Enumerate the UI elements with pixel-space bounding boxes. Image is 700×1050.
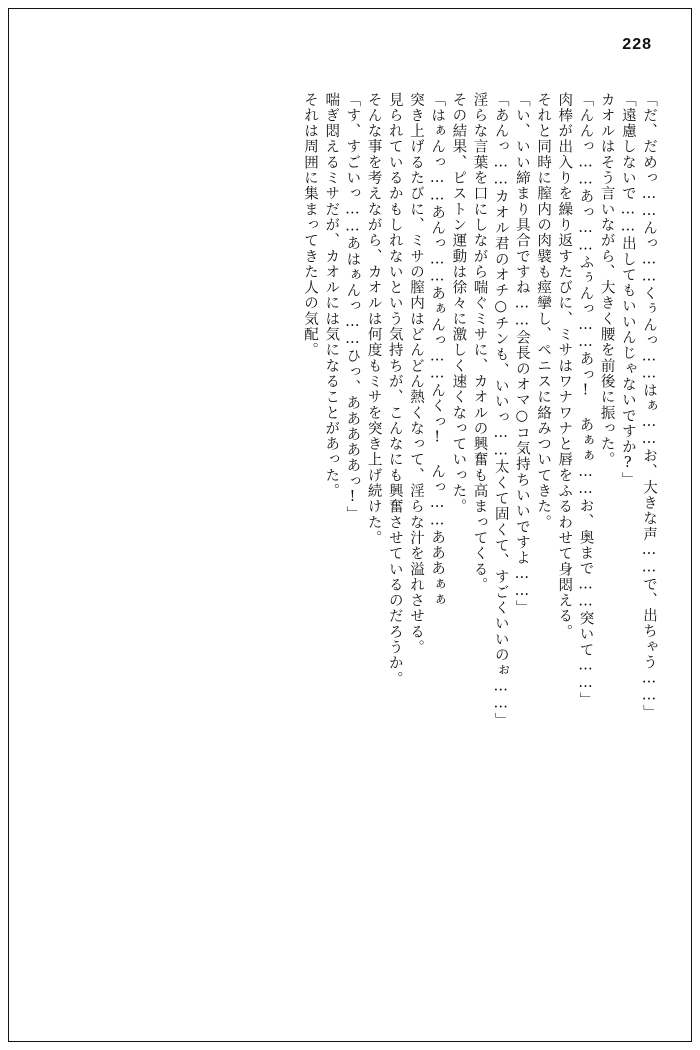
text-column: 淫らな言葉を口にしながら喘ぐミサに、カオルの興奮も高まってくる。 (471, 92, 488, 593)
text-column: それは周囲に集まってきた人の気配。 (302, 92, 318, 359)
text-column: それと同時に膣内の肉襞も痙攣し、ペニスに絡みついてきた。 (535, 92, 552, 531)
vertical-text-body (52, 92, 656, 972)
text-column: 「あんっ……カオル君のオチ○チンも、いいっ……太くて固くて、すごくいいのぉ……」 (492, 92, 509, 729)
text-column: 「だ、だめっ……んっ……くぅんっ……はぁ……お、大きな声……で、出ちゃう……」 (641, 92, 657, 721)
text-column: 「い、いい締まり具合ですね……会長のオマ○コ気持ちいいですよ……」 (513, 92, 530, 616)
text-column: 喘ぎ悶えるミサだが、カオルには気になることがあった。 (323, 92, 340, 499)
text-column: 見られているかもしれないという気持ちが、こんなにも興奮させているのだろうか。 (386, 92, 403, 687)
text-column: その結果、ピストン運動は徐々に激しく速くなっていった。 (450, 92, 467, 515)
text-column: そんな事を考えながら、カオルは何度もミサを突き上げ続けた。 (365, 92, 382, 546)
text-column: 突き上げるたびに、ミサの膣内はどんどん熱くなって、淫らな汁を溢れさせる。 (407, 92, 424, 656)
page-number: 228 (622, 36, 652, 53)
text-column: 「んんっ……あっ……ふぅんっ……あっ! あぁぁ……お、奥まで……突いて……」 (577, 92, 594, 708)
text-column: カオルはそう言いながら、大きく腰を前後に振った。 (598, 92, 615, 468)
text-column: 「す、すごいっ……あはぁんっ……ひっ、あああああっ!」 (344, 92, 361, 523)
text-column: 肉棒が出入りを繰り返すたびに、ミサはワナワナと唇をふるわせて身悶える。 (556, 92, 573, 640)
text-column: 「はぁんっ……あんっ……あぁんっ……んくっ! んっ……あああぁぁ (429, 92, 446, 608)
text-column: 「遠慮しないで……出してもいいんじゃないですか?」 (619, 92, 636, 488)
